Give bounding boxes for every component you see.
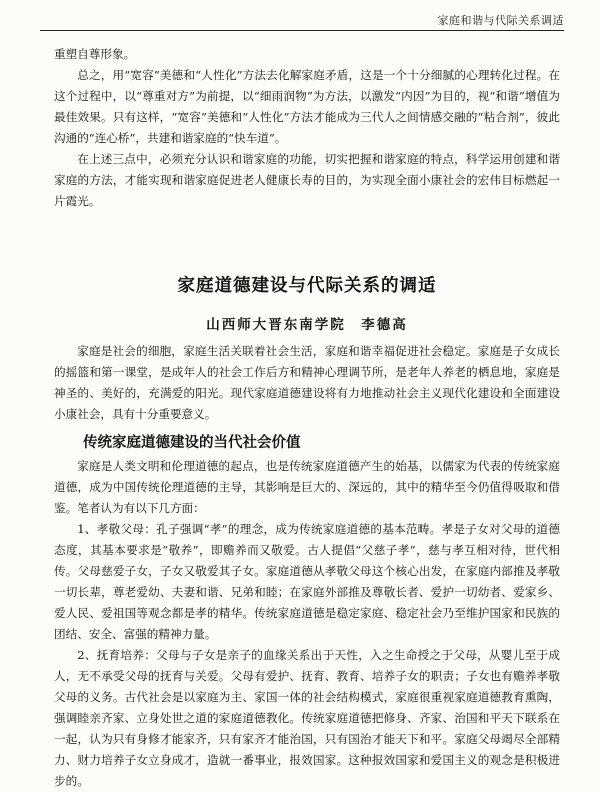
running-header bbox=[0, 0, 600, 28]
article-byline: 山西师大晋东南学院 李德高 bbox=[206, 317, 408, 333]
section-spacer bbox=[54, 212, 560, 272]
article-intro: 家庭是社会的细胞，家庭生活关联着社会生活，家庭和谐幸福促进社会稳定。家庭是子女成长的摇篮和第一课堂，是成年人的社会工作后方和精神心理调节所，是老年人养老的栖息地，家庭是神圣的、美好的，充满爱的阳光。现代家庭道德建设将有力地推动社会主义现代化建设和全面建设小康社会，具有十分重要意义。 bbox=[54, 344, 560, 421]
list-item-filial-piety: 1、孝敬父母：孔子强调“孝”的理念，成为传统家庭道德的基本范畴。孝是子女对父母的道德态度，其基本要求是“敬养”，即赡养而又敬爱。古人提倡“父慈子孝”，慈与孝互相对待，世代相传。父母慈爱子女，子女又敬爱其子女。家庭道德从孝敬父母这个核心出发，在家庭内部推及孝敬一切长辈，尊老爱幼、夫妻和谐、兄弟和睦；在家庭外部推及尊敬长者、爱护一切幼者、爱家乡、爱人民、爱祖国等观念都是孝的精华。传统家庭道德是稳定家庭、稳定社会乃至维护国家和民族的团结、安全、富强的精神力量。 bbox=[54, 522, 560, 641]
header-rule bbox=[40, 30, 564, 31]
page-content bbox=[54, 44, 560, 792]
section-heading: 传统家庭道德建设的当代社会价值 bbox=[83, 435, 301, 451]
paragraph-continued: 重塑自尊形象。 bbox=[54, 47, 136, 61]
running-title: 家庭和谐与代际关系调适 bbox=[437, 14, 564, 27]
list-item-nurturing: 2、抚育培养：父母与子女是亲子的血缘关系出于天性，入之生命授之于父母，从婴儿至于成人，无不承受父母的抚育与关爱。父母有爱护、抚育、教育、培养子女的职责；子女也有赡养孝敬父母的义务。古代社会是以家庭为主、家国一体的社会结构模式，家庭很重视家庭道德教育熏陶，强调睦亲齐家、立身处世之道的家庭道德教化。传统家庭道德把修身、齐家、治国和平天下联系在一起，认为只有身修才能家齐，只有家齐才能治国，只有国治才能天下和平。家庭父母竭尽全部精力、财力培养子女立身成才，造就一番事业，报效国家。这种报效国家和爱国主义的观念是积极进步的。 bbox=[54, 648, 560, 788]
paragraph-conclusion: 在上述三点中，必须充分认识和谐家庭的功能，切实把握和谐家庭的特点，科学运用创建和谐家庭的方法，才能实现和谐家庭促进老人健康长寿的目的，为实现全面小康社会的宏伟目标燃起一片霞光。 bbox=[54, 152, 560, 208]
article-title: 家庭道德建设与代际关系的调适 bbox=[177, 276, 437, 296]
paragraph-summary: 总之，用“宽容”美德和“人性化”方法去化解家庭矛盾，这是一个十分细腻的心理转化过程。在这个过程中，以“尊重对方”为前提，以“细雨润物”为方法，以激发“内因”为目的，视“和谐”增值为最佳效果。只有这样，“宽容”美德和“人性化”方法才能成为三代人之间情感交融的“粘合剂”，彼此沟通的“连心桥”，共建和谐家庭的“快车道”。 bbox=[54, 68, 560, 145]
section-paragraph: 家庭是人类文明和伦理道德的起点，也是传统家庭道德产生的始基，以儒家为代表的传统家庭道德，成为中国传统伦理道德的主导，其影响是巨大的、深远的，其中的精华至今仍值得吸取和借鉴。笔者认为有以下几方面： bbox=[54, 459, 560, 515]
